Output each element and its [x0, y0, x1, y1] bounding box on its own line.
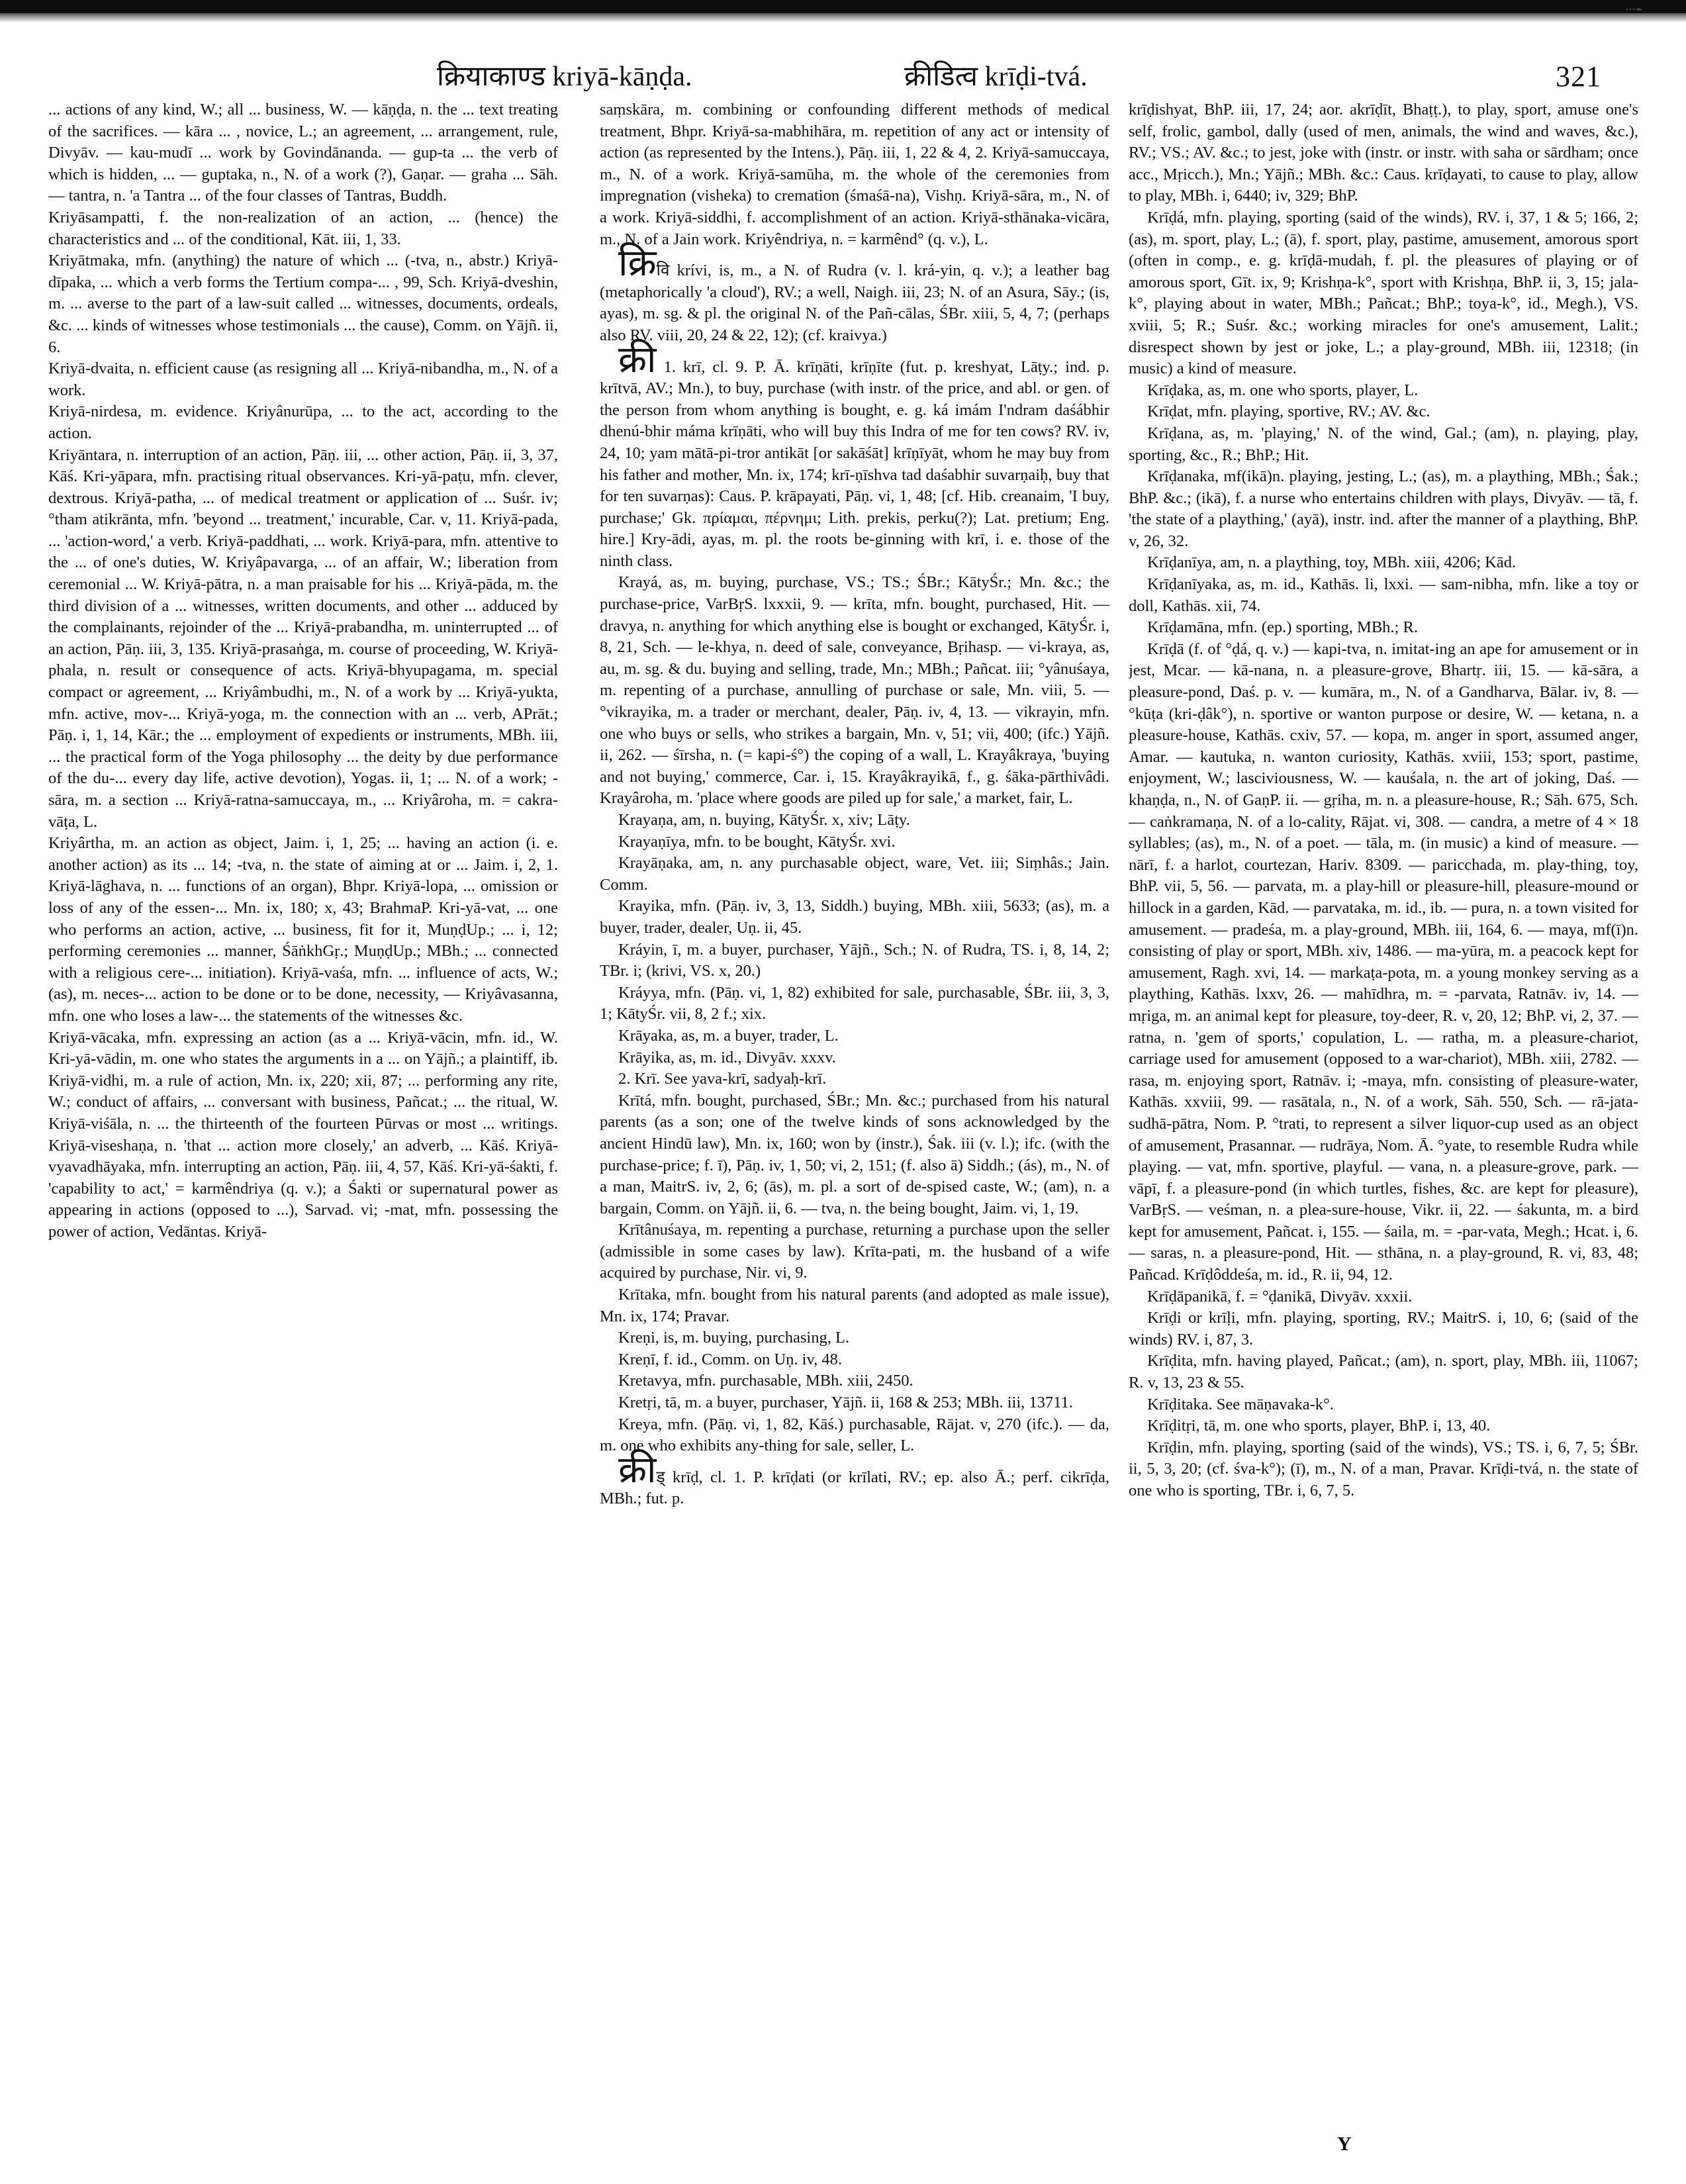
scan-corner-mark: ⋯⌁: [1625, 3, 1642, 15]
dictionary-entry: Kriyātmaka, mfn. (anything) the nature of which ... (-tva, n., abstr.) Kriyā-dīpaka, ... which a verb forms the Tertium compa-... , 99, Sch. Kriyā-dveshin, m. ... averse to the part of a law-suit called ... witnesses, documents, ordeals, &c. ... kinds of witnesses whose testimonials ... the cause), Comm. on Yājñ. ii, 6.: [48, 252, 558, 356]
dictionary-entry: Krītá, mfn. bought, purchased, ŚBr.; Mn. &c.; purchased from his natural parents (as a son; one of the twelve kinds of sons acknowledged by the ancient Hindū law), Mn. ix, 160; won by (instr.), Śak. iii (v. l.); ifc. (with the purchase-price; f. ī), Pāṇ. iv, 1, 50; vi, 2, 151; (f. also ā) Siddh.; (ás), m., N. of a man, MaitrS. iv, 2, 6; (ās), m. pl. a sort of de-spised caste, W.; (am), n. a bargain, Comm. on Yājñ. ii, 6. — tva, n. the being bought, Jaim. vi, 1, 19.: [600, 1091, 1109, 1217]
dictionary-headword-entry: क्री 1. krī, cl. 9. P. Ā. krīṇāti, krīṇīte (fut. p. kreshyat, Lāṭy.; ind. p. krītvā, AV.; Mn.), to buy, purchase (with instr. of the price, and abl. or gen. of the person from whom anything is bought, e. g. ká imám I'ndram daśábhir dhenú-bhir máma krīṇāti, who will buy this Indra of me for ten cows? RV. iv, 24, 10; yam mātā-pi-tror antikāt [or sakāśāt] krīṇīyāt, whom he may buy from his father and mother, Mn. ix, 174; krī-ṇīshva tad daśabhir suvarṇaiḥ, buy that for ten suvarṇas): Caus. P. krāpayati, Pāṇ. vi, 1, 48; [cf. Hib. creanaim, 'I buy, purchase;' Gk. πρίαμαι, πέρνημι; Lith. prekis, perku(?); Lat. pretium; Eng. hire.] Kry-ādi, ayas, m. pl. the roots be-ginning with krī, i. e. those of the ninth class.: [600, 339, 1109, 570]
dictionary-entry: Kreṇī, f. id., Comm. on Uṇ. iv, 48.: [618, 1350, 842, 1368]
dictionary-entry: Krayika, mfn. (Pāṇ. iv, 3, 13, Siddh.) buying, MBh. xiii, 5633; (as), m. a buyer, trader, dealer, Uṇ. ii, 45.: [600, 897, 1109, 937]
signature-mark: Y: [1337, 2133, 1352, 2155]
dictionary-entry: Kriyā-dvaita, n. efficient cause (as resigning all ... Kriyā-nibandha, m., N. of a work.: [48, 359, 558, 399]
dictionary-entry: Kráyya, mfn. (Pāṇ. vi, 1, 82) exhibited for sale, purchasable, ŚBr. iii, 3, 3, 1; KātyŚr. vii, 8, 2 f.; xix.: [600, 983, 1109, 1023]
dictionary-entry: Kriyā-nirdesa, m. evidence. Kriyânurūpa, ... to the act, according to the action.: [48, 403, 558, 442]
dictionary-entry: Krīḍanīya, am, n. a plaything, toy, MBh. xiii, 4206; Kād.: [1147, 553, 1517, 572]
dictionary-entry: Krīḍāpanikā, f. = °ḍanikā, Divyāv. xxxii.: [1147, 1287, 1413, 1306]
dictionary-entry: Krāyaka, as, m. a buyer, trader, L.: [618, 1026, 839, 1045]
column-right: [1129, 99, 1638, 2115]
dictionary-entry: Kretṛi, tā, m. a buyer, purchaser, Yājñ. ii, 168 & 253; MBh. iii, 13711.: [618, 1394, 1073, 1412]
dictionary-entry: Krītaka, mfn. bought from his natural parents (and adopted as male issue), Mn. ix, 174; Pravar.: [600, 1286, 1109, 1325]
dictionary-entry: Kretavya, mfn. purchasable, MBh. xiii, 2450.: [618, 1372, 913, 1390]
dictionary-entry: ... actions of any kind, W.; all ... business, W. — kāṇḍa, n. the ... text treating of the sacrifices. — kāra ... , novice, L.; an agreement, ... arrangement, rule, Divyāv. — kau-mudī ... work by Govindānanda. — gup-ta ... the verb of which is hidden, ... — guptaka, n., N. of a work (?), Gaṇar. — graha ... Sāh. — tantra, n. 'a Tantra ... of the four classes of Tantras, Buddh.: [48, 101, 558, 205]
dictionary-entry: 2. Krī. See yava-krī, sadyaḥ-krī.: [618, 1070, 827, 1088]
dictionary-entry: Kreṇi, is, m. buying, purchasing, L.: [618, 1329, 850, 1347]
dictionary-entry: Kriyârtha, m. an action as object, Jaim. i, 1, 25; ... having an action (i. e. another action) as its ... 14; -tva, n. the state of aiming at or ... Jaim. i, 2, 1. Kriyā-lāghava, n. ... functions of an organ), Bhpr. Kriyā-lopa, ... omission or loss of any of the essen-... Mn. ix, 180; x, 43; BrahmaP. Kri-yā-vat, ... one who performs an action, active, ... business, fit for it, MuṇḍUp.; ... i, 12; performing ceremonies ... manner, ŚāṅkhGṛ.; MuṇḍUp.; MBh.; ... connected with a religious cere-... initiation). Kriyā-vaśa, mfn. ... influence of acts, W.; (as), m. neces-... action to be done or to be done, necessity, — Kriyâvasanna, mfn. one who loses a law-... the statements of the witnesses &c.: [48, 834, 558, 1025]
column-middle: [600, 99, 1109, 2115]
dictionary-entry: Krāyika, as, m. id., Divyāv. xxxv.: [618, 1048, 836, 1067]
dictionary-entry: Krayaṇa, am, n. buying, KātyŚr. x, xiv; Lāṭy.: [618, 811, 910, 829]
dictionary-entry: Krīḍin, mfn. playing, sporting (said of the winds), VS.; TS. i, 6, 7, 5; ŚBr. ii, 5, 3, 20; (cf. śva-k°); (ī), m., N. of a man, Pravar. Krīḍi-tvá, n. the state of one who is sporting, TBr. i, 6, 7, 5.: [1129, 1438, 1638, 1499]
dictionary-entry: krīḍishyat, BhP. iii, 17, 24; aor. akrīḍīt, Bhaṭṭ.), to play, sport, amuse one's self, frolic, gambol, dally (used of men, animals, the wind and waves, &c.), RV.; VS.; AV. &c.; to jest, joke with (instr. or instr. with saha or sārdham; once acc., Mṛicch.), Mn.; Yājñ.; MBh. &c.: Caus. krīḍayati, to cause to play, allow to play, MBh. i, 6440; iv, 329; BhP.: [1129, 101, 1638, 205]
scan-top-border: [0, 0, 1686, 13]
dictionary-entry: Krīḍana, as, m. 'playing,' N. of the wind, Gal.; (am), n. playing, play, sporting, &c., R.; BhP.; Hit.: [1129, 424, 1638, 464]
dictionary-entry: Kriyāsampatti, f. the non-realization of an action, ... (hence) the characteristics and ... of the conditional, Kāt. iii, 1, 33.: [48, 208, 558, 248]
dictionary-entry: Krayāṇaka, am, n. any purchasable object, ware, Vet. iii; Siṃhâs.; Jain. Comm.: [600, 854, 1109, 894]
dictionary-entry: Krīḍā (f. of °ḍá, q. v.) — kapi-tva, n. imitat-ing an ape for amusement or in jest, Mcar. — kā-nana, n. a pleasure-grove, Bhartṛ. iii, 15. — kā-sāra, a pleasure-pond, Daś. p. v. — kumāra, m., N. of a Gandharva, Bālar. iv, 8. — °kūṭa (kri-ḍâk°), n. sportive or wanton purpose or desire, W. — ketana, n. a pleasure-house, Kathās. cxiv, 57. — kopa, m. anger in sport, assumed anger, Amar. — kautuka, n. wanton curiosity, Kathās. xviii, 153; sport, pastime, enjoyment, W.; lasciviousness, W. — kauśala, n. the art of joking, Daś. — khaṇḍa, n., N. of GaṇP. ii. — gṛiha, m. n. a pleasure-house, R.; Sāh. 675, Sch. — caṅkramaṇa, N. of a lo-cality, Rājat. vi, 308. — candra, a metre of 4 × 18 syllables; (as), m., N. of a poet. — tāla, m. (in music) a kind of measure. — nārī, f. a harlot, courtezan, Hariv. 8309. — paricchada, m. play-thing, toy, BhP. vii, 5, 56. — parvata, m. a play-hill or pleasure-hill, pleasure-mound or hillock in a garden, Kād. — parvataka, m. id., ib. — pura, n. a town visited for amusement. — pradeśa, m. a play-ground, MBh. iii, 164, 6. — maya, mf(ī)n. consisting of play or sport, MBh. xiv, 1486. — ma-yūra, m. a peacock kept for amusement, Ragh. xvi, 14. — markaṭa-pota, m. a young monkey serving as a plaything, Kathās. lxxv, 26. — mahīdhra, m. = -parvata, Ratnāv. iv, 14. — mṛiga, m. an animal kept for pleasure, toy-deer, R. v, 20, 12; BhP. vi, 2, 37. — ratna, n. 'gem of sports,' copulation, L. — ratha, m. a pleasure-chariot, carriage used for amusement (opposed to a war-chariot), MBh. xiii, 2782. — rasa, m. enjoying sport, Ratnāv. i; -maya, mfn. consisting of pleasure-water, Kathās. xxviii, 99. — rasātala, n., N. of a work, Sāh. 550, Sch. — rā-jata-sudhā-pātra, Nom. P. °trati, to represent a silver liquor-cup used as an object of amusement, Prasannar. — rudrāya, Nom. Ā. °yate, to resemble Rudra while playing. — vat, mfn. sportive, playful. — vana, n. a pleasure-grove, park. — vāpī, f. a pleasure-pond (in which turtles, fishes, &c. are kept for pleasure), VarBṛS. — veśman, n. a plea-sure-house, Vikr. ii, 22. — śakunta, m. a bird kept for amusement, Pañcat. i, 155. — śaila, m. = -par-vata, Megh.; Hcat. i, 6. — saras, n. a pleasure-pond, Hit. — sthāna, n. a play-ground, R. vi, 83, 48; Pañcad. Krīḍôddeśa, m. id., R. ii, 94, 12.: [1129, 640, 1638, 1284]
dictionary-entry: Krītânuśaya, m. repenting a purchase, returning a purchase upon the seller (admissible in some cases by law). Krīta-pati, m. the husband of a wife acquired by purchase, Nir. vi, 9.: [600, 1221, 1109, 1282]
column-left: [48, 99, 558, 2115]
dictionary-entry: Krayá, as, m. buying, purchase, VS.; TS.; ŚBr.; KātyŚr.; Mn. &c.; the purchase-price, VarBṛS. lxxxii, 9. — krīta, mfn. bought, purchased, Hit. — dravya, n. anything for which anything else is bought or exchanged, KātyŚr. i, 8, 21, Sch. — le-khya, n. deed of sale, conveyance, Bṛihasp. — vi-kraya, as, au, m. sg. & du. buying and selling, trade, Mn.; MBh.; Pañcat. iii; °yânuśaya, m. repenting of a purchase, annulling of purchase or sale, Mn. viii, 5. — °vikrayika, m. a trader or merchant, dealer, Pāṇ. iv, 4, 13. — vikrayin, mfn. one who buys or sells, who strikes a bargain, Mn. v, 51; vii, 400; (ifc.) Yājñ. ii, 262. — śīrsha, n. (= kapi-ś°) the coping of a wall, L. Krayâkraya, 'buying and not buying,' commerce, Car. i, 15. Krayâkrayikā, f., g. śāka-pārthivâdi. Krayâroha, m. 'place where goods are piled up for sale,' a market, fair, L.: [600, 573, 1109, 808]
dictionary-entry: Krīḍitaka. See māṇavaka-k°.: [1147, 1395, 1334, 1413]
dictionary-entry: Krīḍaka, as, m. one who sports, player, L.: [1147, 381, 1419, 399]
dictionary-entry: Krīḍitṛi, tā, m. one who sports, player, BhP. i, 13, 40.: [1147, 1417, 1491, 1435]
dictionary-headword-entry: क्रिवि krívi, is, m., a N. of Rudra (v. l. krá-yin, q. v.); a leather bag (metaphorically 'a cloud'), RV.; a well, Naigh. iii, 23; N. of an Asura, Sāy.; (is, ayas), m. sg. & pl. the original N. of the Pañ-cālas, ŚBr. xiii, 5, 4, 7; (perhaps also RV. viii, 20, 24 & 22, 12); (cf. kraivya.): [600, 243, 1109, 344]
page-number: 321: [1556, 60, 1601, 93]
dictionary-entry: Kriyā-vācaka, mfn. expressing an action (as a ... Kriyā-vācin, mfn. id., W. Kri-yā-vādin, m. one who states the arguments in a ... on Yājñ.; a plaintiff, ib. Kriyā-vidhi, m. a rule of action, Mn. ix, 220; xii, 87; ... performing any rite, W.; conduct of affairs, ... conversant with business, Pañcat.; ... the ritual, W. Kriyā-viśāla, n. ... the thirteenth of the fourteen Pūrvas or most ... writings. Kriyā-viseshaṇa, n. 'that ... action more closely,' an adverb, ... Kāś. Kriyā-vyavadhāyaka, mfn. interrupting an action, Pāṇ. iii, 4, 57, Kāś. Kri-yā-śakti, f. 'capability to act,' = karmêndriya (q. v.); a Śakti or supernatural power as appearing in actions (opposed to ...), Sarvad. vi; -mat, mfn. possessing the power of action, Vedāntas. Kriyā-: [48, 1028, 558, 1241]
scan-top-shadow: [0, 13, 1686, 23]
dictionary-entry: saṃskāra, m. combining or confounding different methods of medical treatment, Bhpr. Kriyā-sa-mabhihāra, m. repetition of any act or intensity of action (as represented by the Intens.), Pāṇ. iii, 1, 22 & 4, 2. Kriyā-samuccaya, m., N. of a work. Kriyā-samūha, m. the whole of the ceremonies from impregnation (visheka) to cremation (śmaśā-na), Vishṇ. Kriyā-sāra, m., N. of a work. Kriyā-siddhi, f. accomplishment of an action. Kriyā-sthānaka-vicāra, m., N. of a Jain work. Kriyêndriya, n. = karmênd° (q. v.), L.: [600, 101, 1109, 248]
dictionary-entry: Krayaṇīya, mfn. to be bought, KātyŚr. xvi.: [618, 832, 896, 851]
dictionary-entry: Krīḍanaka, mf(ikā)n. playing, jesting, L.; (as), m. a plaything, MBh.; Śak.; BhP. &c.; (ikā), f. a nurse who entertains children with plays, Divyāv. — tā, f. 'the state of a plaything,' (ayā), instr. ind. after the manner of a plaything, BhP. v, 26, 32.: [1129, 467, 1638, 550]
dictionary-entry: Krīḍita, mfn. having played, Pañcat.; (am), n. sport, play, MBh. iii, 11067; R. v, 13, 23 & 55.: [1129, 1352, 1638, 1392]
dictionary-entry: Krīḍá, mfn. playing, sporting (said of the winds), RV. i, 37, 1 & 5; 166, 2; (as), m. sport, play, L.; (ā), f. sport, play, pastime, amusement, amorous sport (often in comp., e. g. krīḍā-mudah, f. pl. the pleasures of playing or of amorous sport, Gīt. ix, 9; Krishṇa-k°, sport with Krishṇa, BhP. ii, 3, 15; jala-k°, playing about in water, MBh.; Pañcat.; BhP.; toya-k°, id., Megh.), VS. xviii, 5; R.; Suśr. &c.; working miracles for one's amusement, Lalit.; disrespect shown by jest or joke, L.; a play-ground, MBh. iii, 12318; (in music) a kind of measure.: [1129, 208, 1638, 378]
running-head-center: क्रीडित्व krīḍi-tvá.: [904, 62, 1088, 92]
running-head-left: क्रियाकाण्ड kriyā-kāṇḍa.: [437, 62, 692, 92]
dictionary-entry: Krīḍamāna, mfn. (ep.) sporting, MBh.; R.: [1147, 618, 1418, 637]
dictionary-headword-entry: क्रीड् krīḍ, cl. 1. P. krīḍati (or krīlati, RV.; ep. also Ā.; perf. cikrīḍa, MBh.; fut. p.: [600, 1449, 1109, 1508]
dictionary-entry: Krīḍanīyaka, as, m. id., Kathās. li, lxxi. — sam-nibha, mfn. like a toy or doll, Kathās. xii, 74.: [1129, 575, 1638, 615]
dictionary-entry: Krīḍi or krīḷi, mfn. playing, sporting, RV.; MaitrS. i, 10, 6; (said of the winds) RV. i, 87, 3.: [1129, 1309, 1638, 1349]
dictionary-entry: Krīḍat, mfn. playing, sportive, RV.; AV. &c.: [1147, 403, 1430, 421]
dictionary-entry: Kreya, mfn. (Pāṇ. vi, 1, 82, Kāś.) purchasable, Rājat. v, 270 (ifc.). — da, m. one who exhibits any-thing for sale, seller, L.: [600, 1415, 1109, 1455]
dictionary-entry: Kriyāntara, n. interruption of an action, Pāṇ. iii, ... other action, Pāṇ. ii, 3, 37, Kāś. Kri-yāpara, mfn. practising ritual observances. Kri-yā-paṭu, mfn. clever, dextrous. Kriyā-patha, ... of medical treatment or application of ... Suśr. iv; °tham atikrānta, mfn. 'beyond ... treatment,' incurable, Car. v, 11. Kriyā-pada, ... 'action-word,' a verb. Kriyā-paddhati, ... work. Kriyā-para, mfn. attentive to the ... of one's duties, W. Kriyâpavarga, ... of an affair, W.; liberation from ceremonial ... W. Kriyā-pātra, n. a man praisable for his ... Kriyā-pāda, m. the third division of a ... witnesses, written documents, and other ... adduced by the complainants, rejoinder of the ... Kriyā-prabandha, m. uninterrupted ... of an action, Pāṇ. iii, 3, 135. Kriyā-prasaṅga, m. course of proceeding, W. Kriyā-phala, n. result or consequence of acts. Kriyā-bhyupagama, m. special compact or agreement, ... Kriyâmbudhi, m., N. of a work by ... Kriyā-yukta, mfn. active, mov-... Kriyā-yoga, m. the connection with an ... verb, APrāt.; Pāṇ. i, 1, 14, Kār.; the ... employment of expedients or instruments, MBh. iii, ... the practical form of the Yoga philosophy ... the deity by due performance of the du-... every day life, active devotion), Yogas. ii, 1; ... N. of a work; -sāra, m. a section ... Kriyā-ratna-samuccaya, m., ... Kriyâroha, m. = cakra-vāṭa, L.: [48, 446, 558, 831]
dictionary-entry: Kráyin, ī, m. a buyer, purchaser, Yājñ., Sch.; N. of Rudra, TS. i, 8, 14, 2; TBr. i; (krivi, VS. x, 20.): [600, 940, 1109, 980]
